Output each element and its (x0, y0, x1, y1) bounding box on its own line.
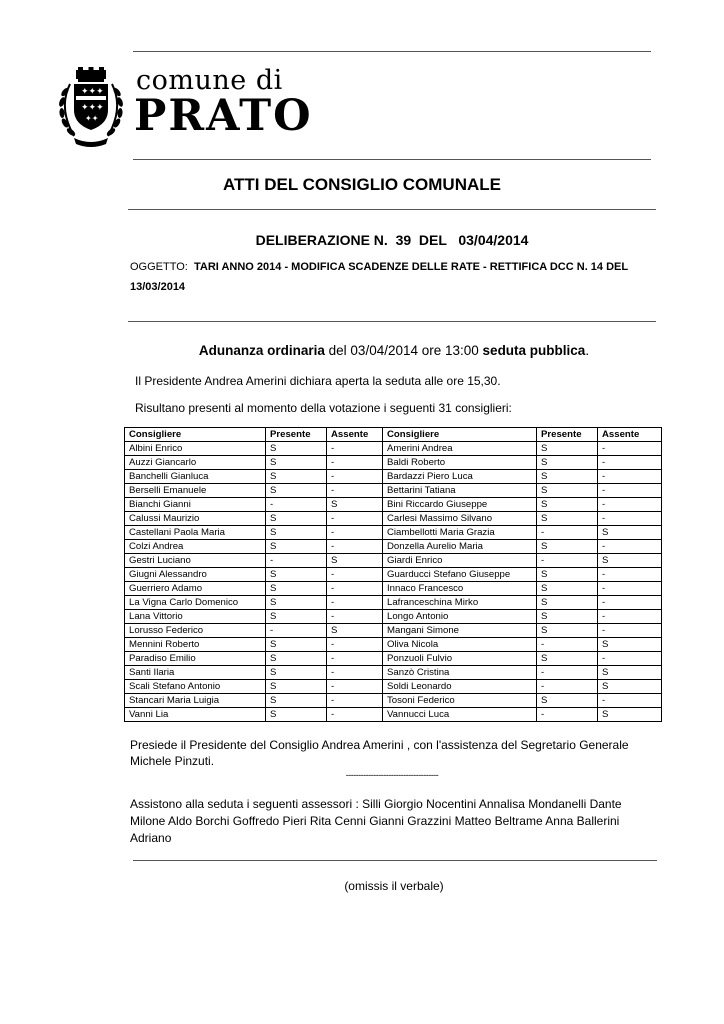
presente-cell: S (537, 624, 598, 638)
presente-cell: - (266, 554, 327, 568)
presente-cell: S (537, 498, 598, 512)
presente-cell: S (537, 540, 598, 554)
presente-cell: S (537, 582, 598, 596)
presente-cell: S (266, 708, 327, 722)
oggetto-rule (128, 321, 656, 322)
presente-cell: S (537, 610, 598, 624)
assente-cell: S (327, 624, 383, 638)
assente-cell: - (327, 652, 383, 666)
assente-cell: S (598, 708, 662, 722)
oggetto-block (130, 257, 650, 297)
assente-cell: S (598, 638, 662, 652)
consigliere-name: Guarducci Stefano Giuseppe (383, 568, 537, 582)
logo-prato: PRATO (134, 91, 313, 141)
consigliere-name: Oliva Nicola (383, 638, 537, 652)
assente-cell: - (327, 694, 383, 708)
footer-rule (133, 860, 657, 861)
table-row (125, 708, 662, 722)
assente-cell: - (598, 694, 662, 708)
consigliere-name: Albini Enrico (125, 442, 266, 456)
consigliere-name: Colzi Andrea (125, 540, 266, 554)
presente-cell: S (537, 694, 598, 708)
adunanza-period: . (585, 343, 590, 358)
deliberazione-heading: DELIBERAZIONE N. 39 DEL 03/04/2014 (255, 232, 529, 248)
presidente-paragraph: Il Presidente Andrea Amerini dichiara aperta la seduta alle ore 15,30. (135, 374, 501, 388)
presente-cell: - (266, 498, 327, 512)
assente-cell: - (327, 582, 383, 596)
consigliere-name: Sanzò Cristina (383, 666, 537, 680)
table-row (125, 526, 662, 540)
omissis-note: (omissis il verbale) (344, 879, 444, 893)
consigliere-name: Ciambellotti Maria Grazia (383, 526, 537, 540)
consigliere-name: Innaco Francesco (383, 582, 537, 596)
oggetto-label: OGGETTO: (130, 261, 188, 273)
svg-text:✦✦✦: ✦✦✦ (81, 87, 104, 97)
table-row (125, 470, 662, 484)
presente-cell: S (537, 512, 598, 526)
assessori-paragraph-line1: Assistono alla seduta i seguenti assessori : Silli Giorgio Nocentini Annalisa Mondanelli Dante (130, 797, 622, 811)
adunanza-datetime: del 03/04/2014 ore 13:00 (324, 343, 483, 358)
assente-cell: - (327, 596, 383, 610)
presente-cell: S (537, 484, 598, 498)
assente-cell: - (327, 540, 383, 554)
presente-cell: S (266, 666, 327, 680)
table-row (125, 456, 662, 470)
consigliere-name: Carlesi Massimo Silvano (383, 512, 537, 526)
header-presente: Presente (266, 428, 327, 442)
consigliere-name: Soldi Leonardo (383, 680, 537, 694)
attendance-header-row (125, 428, 662, 442)
presente-cell: - (537, 708, 598, 722)
oggetto-text: TARI ANNO 2014 - MODIFICA SCADENZE DELLE RATE - RETTIFICA DCC N. 14 DEL 13/03/2014 (130, 261, 628, 293)
presenti-paragraph: Risultano presenti al momento della votazione i seguenti 31 consiglieri: (135, 401, 512, 415)
presente-cell: S (266, 484, 327, 498)
table-row (125, 624, 662, 638)
assente-cell: - (327, 568, 383, 582)
assente-cell: - (598, 568, 662, 582)
top-rule (133, 51, 651, 52)
consigliere-name: Calussi Maurizio (125, 512, 266, 526)
consigliere-name: Castellani Paola Maria (125, 526, 266, 540)
consigliere-name: Lafranceschina Mirko (383, 596, 537, 610)
assente-cell: S (327, 554, 383, 568)
table-row (125, 554, 662, 568)
consigliere-name: Paradiso Emilio (125, 652, 266, 666)
assessori-paragraph-line2: Milone Aldo Borchi Goffredo Pieri Rita Cenni Gianni Grazzini Matteo Beltrame Anna Ballerini (130, 814, 620, 828)
assente-cell: - (598, 456, 662, 470)
table-row (125, 540, 662, 554)
presente-cell: S (266, 582, 327, 596)
presente-cell: S (537, 456, 598, 470)
table-row (125, 596, 662, 610)
assente-cell: - (327, 610, 383, 624)
adunanza-seduta: seduta pubblica (482, 343, 586, 358)
consigliere-name: Longo Antonio (383, 610, 537, 624)
table-row (125, 610, 662, 624)
presente-cell: S (537, 568, 598, 582)
logo-bottom-rule (133, 159, 651, 160)
page-title: ATTI DEL CONSIGLIO COMUNALE (223, 175, 501, 194)
header-consigliere: Consigliere (383, 428, 537, 442)
table-row (125, 442, 662, 456)
assente-cell: - (327, 708, 383, 722)
presente-cell: S (266, 526, 327, 540)
assessori-paragraph-line3: Adriano (130, 831, 172, 845)
consigliere-name: Amerini Andrea (383, 442, 537, 456)
assente-cell: - (598, 652, 662, 666)
presente-cell: - (537, 526, 598, 540)
attendance-table (124, 427, 662, 722)
presente-cell: S (537, 470, 598, 484)
table-row (125, 568, 662, 582)
header-assente: Assente (598, 428, 662, 442)
consigliere-name: Tosoni Federico (383, 694, 537, 708)
consigliere-name: Berselli Emanuele (125, 484, 266, 498)
presente-cell: - (537, 554, 598, 568)
consigliere-name: Mangani Simone (383, 624, 537, 638)
table-row (125, 512, 662, 526)
assente-cell: - (327, 680, 383, 694)
adunanza-type: Adunanza ordinaria (198, 343, 325, 358)
assente-cell: - (327, 470, 383, 484)
consigliere-name: Lorusso Federico (125, 624, 266, 638)
consigliere-name: Bardazzi Piero Luca (383, 470, 537, 484)
assente-cell: - (327, 484, 383, 498)
assente-cell: - (598, 540, 662, 554)
assente-cell: S (598, 666, 662, 680)
svg-text:✦✦✦: ✦✦✦ (81, 103, 104, 113)
table-row (125, 484, 662, 498)
dashed-separator: ------------------------------------- (345, 770, 439, 780)
assente-cell: - (598, 624, 662, 638)
table-row (125, 638, 662, 652)
presente-cell: S (537, 596, 598, 610)
consigliere-name: Giugni Alessandro (125, 568, 266, 582)
adunanza-line (0, 343, 724, 358)
presente-cell: - (537, 666, 598, 680)
consigliere-name: Lana Vittorio (125, 610, 266, 624)
presente-cell: S (266, 540, 327, 554)
consigliere-name: Bettarini Tatiana (383, 484, 537, 498)
presente-cell: S (266, 610, 327, 624)
consigliere-name: Banchelli Gianluca (125, 470, 266, 484)
table-row (125, 652, 662, 666)
assente-cell: - (327, 666, 383, 680)
presente-cell: S (266, 596, 327, 610)
assente-cell: - (327, 442, 383, 456)
table-row (125, 498, 662, 512)
consigliere-name: Donzella Aurelio Maria (383, 540, 537, 554)
presente-cell: S (537, 442, 598, 456)
table-row (125, 582, 662, 596)
presente-cell: S (266, 456, 327, 470)
title-rule (128, 209, 656, 210)
consigliere-name: Stancari Maria Luigia (125, 694, 266, 708)
svg-text:✦✦: ✦✦ (85, 114, 99, 123)
assente-cell: - (598, 484, 662, 498)
consigliere-name: Vannucci Luca (383, 708, 537, 722)
logo-comune-di: comune di (136, 65, 283, 96)
header-presente: Presente (537, 428, 598, 442)
assente-cell: - (327, 456, 383, 470)
consigliere-name: Ponzuoli Fulvio (383, 652, 537, 666)
assente-cell: - (598, 610, 662, 624)
header-consigliere: Consigliere (125, 428, 266, 442)
assente-cell: - (598, 498, 662, 512)
header-assente: Assente (327, 428, 383, 442)
consigliere-name: Mennini Roberto (125, 638, 266, 652)
presente-cell: S (266, 694, 327, 708)
presente-cell: - (537, 638, 598, 652)
presente-cell: - (266, 624, 327, 638)
assente-cell: - (598, 442, 662, 456)
assente-cell: - (598, 582, 662, 596)
presente-cell: S (537, 652, 598, 666)
consigliere-name: Auzzi Giancarlo (125, 456, 266, 470)
coat-of-arms-icon (54, 66, 128, 150)
assente-cell: - (327, 526, 383, 540)
consigliere-name: Vanni Lia (125, 708, 266, 722)
presente-cell: S (266, 638, 327, 652)
consigliere-name: Bini Riccardo Giuseppe (383, 498, 537, 512)
presente-cell: S (266, 680, 327, 694)
assente-cell: - (598, 596, 662, 610)
consigliere-name: La Vigna Carlo Domenico (125, 596, 266, 610)
presente-cell: S (266, 512, 327, 526)
consigliere-name: Scali Stefano Antonio (125, 680, 266, 694)
presiede-paragraph-line2: Michele Pinzuti. (130, 754, 215, 768)
table-row (125, 680, 662, 694)
assente-cell: - (598, 512, 662, 526)
consigliere-name: Baldi Roberto (383, 456, 537, 470)
assente-cell: S (327, 498, 383, 512)
presente-cell: S (266, 652, 327, 666)
assente-cell: - (327, 512, 383, 526)
presiede-paragraph-line1: Presiede il Presidente del Consiglio Andrea Amerini , con l'assistenza del Segretario Generale (130, 738, 629, 752)
assente-cell: S (598, 680, 662, 694)
presente-cell: - (537, 680, 598, 694)
assente-cell: - (598, 470, 662, 484)
table-row (125, 694, 662, 708)
presente-cell: S (266, 470, 327, 484)
consigliere-name: Giardi Enrico (383, 554, 537, 568)
consigliere-name: Santi Ilaria (125, 666, 266, 680)
assente-cell: S (598, 554, 662, 568)
comune-di-prato-logo (54, 66, 316, 150)
assente-cell: S (598, 526, 662, 540)
assente-cell: - (327, 638, 383, 652)
consigliere-name: Gestri Luciano (125, 554, 266, 568)
presente-cell: S (266, 442, 327, 456)
presente-cell: S (266, 568, 327, 582)
consigliere-name: Guerriero Adamo (125, 582, 266, 596)
table-row (125, 666, 662, 680)
consigliere-name: Bianchi Gianni (125, 498, 266, 512)
